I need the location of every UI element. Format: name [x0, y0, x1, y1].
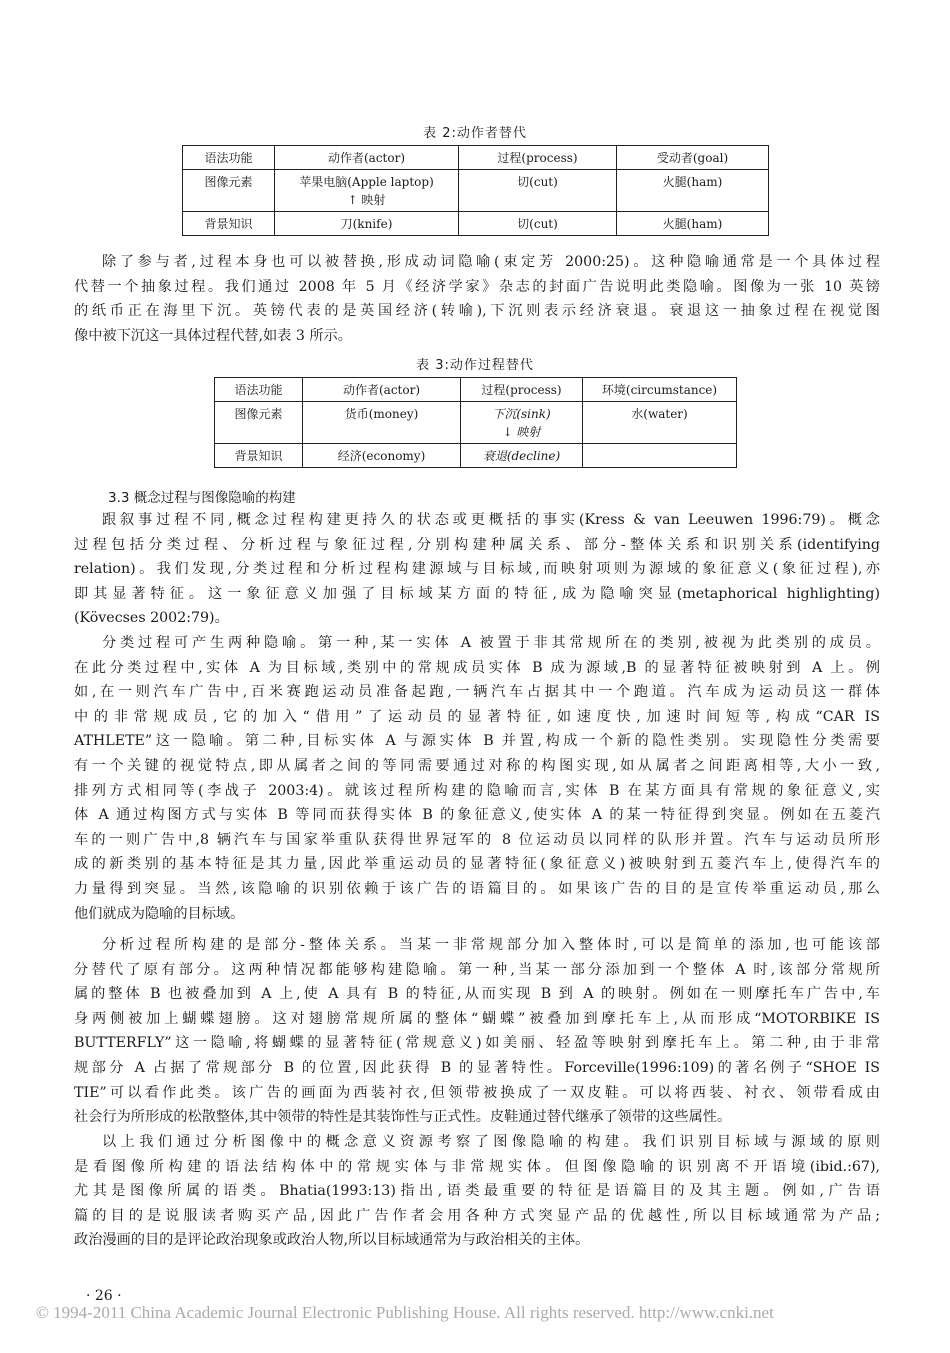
text-line: 排列方式相同等(李战子 2003:4)。就该过程所构建的隐喻而言,实体 B 在某方面具有常规的象征意义,实: [74, 782, 880, 799]
copyright-footer: © 1994-2011 China Academic Journal Electronic Publishing House. All rights reserved. http://www.cnki.net: [36, 1303, 774, 1322]
table2-header-cell: 过程(process): [459, 146, 617, 170]
paragraph-summary: [74, 1130, 880, 1253]
text-line: relation)。我们发现,分类过程和分析过程构建源域与目标域,而映射项则为源域的象征意义(象征过程),亦: [74, 561, 880, 578]
table2-row: [183, 212, 769, 236]
text-line: 如,在一则汽车广告中,百米赛跑运动员准备起跑,一辆汽车占据其中一个跑道。汽车成为运动员这一群体: [74, 684, 880, 701]
mapping-arrow-label: ↓ 映射: [502, 425, 541, 439]
text-line: 他们就成为隐喻的目标域。: [74, 905, 245, 922]
table2-cell-goal: 火腿(ham): [617, 212, 769, 236]
table3-cell-process: [461, 402, 583, 444]
text-line: 中的非常规成员,它的加入“借用”了运动员的显著特征,如速度快,加速时间短等,构成“CAR IS: [74, 708, 880, 725]
table2-cell-process: 切(cut): [459, 170, 617, 212]
text-line: 车的一则广告中,8 辆汽车与国家举重队获得世界冠军的 8 位运动员以同样的队形并置。汽车与运动员所形: [74, 831, 880, 848]
text-line: 篇的目的是说服读者购买产品,因此广告作者会用各种方式突显产品的优越性,所以目标域通常为产品;: [74, 1207, 880, 1224]
table3-header-cell: 过程(process): [461, 378, 583, 402]
text-line: 属的整体 B 也被叠加到 A 上,使 A 具有 B 的特征,从而实现 B 到 A 的映射。例如在一则摩托车广告中,车: [74, 986, 880, 1003]
text-line: 体 A 通过构图方式与实体 B 等同而获得实体 B 的象征意义,使实体 A 的某一特征得到突显。例如在五菱汽: [74, 807, 880, 824]
text-line: 跟叙事过程不同,概念过程构建更持久的状态或更概括的事实(Kress & van Leeuwen 1996:79)。概念: [102, 512, 880, 528]
text-line: 的纸币正在海里下沉。英镑代表的是英国经济(转喻),下沉则表示经济衰退。衰退这一抽象过程在视觉图: [74, 303, 880, 320]
text-line: 在此分类过程中,实体 A 为目标域,类别中的常规成员实体 B 成为源域,B 的显著特征被映射到 A 上。例: [74, 659, 880, 676]
table3-process-text: 下沉(sink): [492, 407, 551, 421]
text-line: 尤其是图像所属的语类。Bhatia(1993:13)指出,语类最重要的特征是语篇目的及其主题。例如,广告语: [74, 1183, 880, 1200]
table3-header-row: [215, 378, 737, 402]
table2-row-label: 背景知识: [183, 212, 275, 236]
table3-row: [215, 402, 737, 444]
text-line: 身两侧被加上蝴蝶翅膀。这对翅膀常规所属的整体“蝴蝶”被叠加到摩托车上,从而形成“MOTORBIKE IS: [74, 1010, 880, 1027]
text-line: 有一个关键的视觉特点,即从属者之间的等同需要通过对称的构图实现,如从属者之间距离相等,大小一致,: [74, 757, 880, 774]
table2-header-row: [183, 146, 769, 170]
table2-cell-actor: [275, 170, 459, 212]
table2-header-cell: 动作者(actor): [275, 146, 459, 170]
text-line: (Kövecses 2002:79)。: [74, 610, 229, 627]
section-heading: 3.3 概念过程与图像隐喻的构建: [108, 490, 296, 506]
table2-header-cell: 语法功能: [183, 146, 275, 170]
table3-cell-actor: 货币(money): [303, 402, 461, 444]
text-line: 像中被下沉这一具体过程代替,如表 3 所示。: [74, 327, 352, 344]
text-line: BUTTERFLY”这一隐喻,将蝴蝶的显著特征(常规意义)如美丽、轻盈等映射到摩托车上。第二种,由于非常: [74, 1035, 880, 1052]
text-line: 过程包括分类过程、分析过程与象征过程,分别构建种属关系、部分-整体关系和识别关系(identifying: [74, 536, 880, 553]
text-line: TIE”可以看作此类。该广告的画面为西装衬衣,但领带被换成了一双皮鞋。可以将西装、衬衣、领带看成由: [74, 1084, 880, 1101]
table3: [214, 377, 737, 468]
table2: [182, 145, 769, 236]
text-line: 分替代了原有部分。这两种情况都能够构建隐喻。第一种,当某一部分添加到一个整体 A 时,该部分常规所: [74, 961, 880, 978]
mapping-arrow-label: ↑ 映射: [347, 193, 386, 207]
table2-row-label: 图像元素: [183, 170, 275, 212]
table3-header-cell: 语法功能: [215, 378, 303, 402]
table2-cell-goal: 火腿(ham): [617, 170, 769, 212]
table3-cell-process: 衰退(decline): [461, 444, 583, 468]
text-line: 分析过程所构建的是部分-整体关系。当某一非常规部分加入整体时,可以是简单的添加,也可能该部: [102, 937, 880, 953]
table3-header-cell: 环境(circumstance): [583, 378, 737, 402]
table3-row-label: 背景知识: [215, 444, 303, 468]
table3-header-cell: 动作者(actor): [303, 378, 461, 402]
table2-caption: 表 2:动作者替代: [423, 126, 527, 141]
text-line: 代替一个抽象过程。我们通过 2008 年 5 月《经济学家》杂志的封面广告说明此类隐喻。图像为一张 10 英镑: [74, 278, 880, 295]
text-line: 除了参与者,过程本身也可以被替换,形成动词隐喻(束定芳 2000:25)。这种隐喻通常是一个具体过程: [102, 254, 880, 270]
text-line: 力量得到突显。当然,该隐喻的识别依赖于该广告的语篇目的。如果该广告的目的是宣传举重运动员,那么: [74, 880, 880, 897]
paragraph-analytical-process: [74, 933, 880, 1130]
text-line: 即其显著特征。这一象征意义加强了目标域某方面的特征,成为隐喻突显(metaphorical highlighting): [74, 585, 880, 602]
paragraph-classification: [74, 631, 880, 926]
table2-row: [183, 170, 769, 212]
text-line: 成的新类别的基本特征是其力量,因此举重运动员的显著特征(象征意义)被映射到五菱汽车上,使得汽车的: [74, 856, 880, 873]
paragraph-verb-metaphor: [74, 250, 880, 348]
table2-cell-process: 切(cut): [459, 212, 617, 236]
page-number: · 26 ·: [86, 1288, 122, 1304]
table3-cell-actor: 经济(economy): [303, 444, 461, 468]
table3-row: [215, 444, 737, 468]
table3-cell-circumstance: 水(water): [583, 402, 737, 444]
table3-caption: 表 3:动作过程替代: [416, 358, 534, 373]
table2-cell-actor: 刀(knife): [275, 212, 459, 236]
text-line: 社会行为所形成的松散整体,其中领带的特性是其装饰性与正式性。皮鞋通过替代继承了领带的这些属性。: [74, 1109, 732, 1126]
table2-actor-text: 苹果电脑(Apple laptop): [299, 175, 434, 189]
text-line: 以上我们通过分析图像中的概念意义资源考察了图像隐喻的构建。我们识别目标域与源域的原则: [102, 1134, 880, 1150]
table3-cell-circumstance: [583, 444, 737, 468]
paragraph-conceptual-process: [74, 508, 880, 631]
text-line: 分类过程可产生两种隐喻。第一种,某一实体 A 被置于非其常规所在的类别,被视为此类别的成员。: [102, 635, 880, 651]
table3-row-label: 图像元素: [215, 402, 303, 444]
text-line: 政治漫画的目的是评论政治现象或政治人物,所以目标域通常为与政治相关的主体。: [74, 1232, 590, 1249]
table2-header-cell: 受动者(goal): [617, 146, 769, 170]
text-line: 是看图像所构建的语法结构体中的常规实体与非常规实体。但图像隐喻的识别离不开语境(ibid.:67),: [74, 1158, 880, 1175]
text-line: ATHLETE”这一隐喻。第二种,目标实体 A 与源实体 B 并置,构成一个新的隐性类别。实现隐性分类需要: [74, 733, 880, 750]
text-line: 规部分 A 占据了常规部分 B 的位置,因此获得 B 的显著特性。Forceville(1996:109)的著名例子“SHOE IS: [74, 1059, 880, 1076]
